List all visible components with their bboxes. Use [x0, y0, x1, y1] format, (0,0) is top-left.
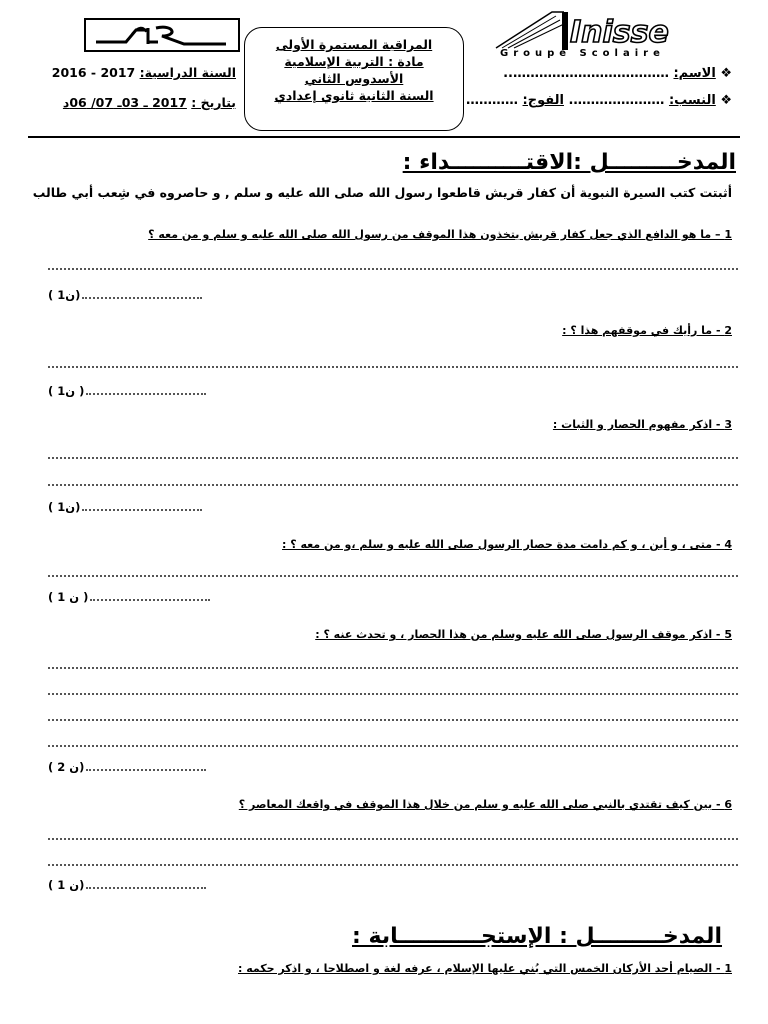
question-5 — [32, 628, 732, 641]
question-6-mark: ( 1 ن) — [48, 878, 206, 892]
question-1 — [32, 228, 732, 241]
answer-line[interactable] — [48, 457, 738, 459]
school-logo-right — [492, 10, 732, 58]
question-6 — [32, 798, 732, 811]
question-5-text: 5 - اذكر موقف الرسول صلى الله عليه وسلم من هذا الحصار ، و تحدث عنه ؟ : — [315, 628, 732, 641]
name-field[interactable]: ……………………………….. — [503, 66, 669, 81]
answer-line[interactable] — [48, 366, 738, 368]
answer-line[interactable] — [48, 864, 738, 866]
question-3-mark: ( 1ن) — [48, 500, 202, 514]
question-5-mark: ( 2 ن) — [48, 760, 206, 774]
exam-info-box — [244, 27, 464, 131]
bullet-icon: ❖ — [720, 93, 732, 108]
answer-line[interactable] — [48, 268, 738, 270]
section2-question-1 — [32, 962, 732, 975]
grade-level: السنة الثانية ثانوي إعدادي — [274, 88, 434, 103]
question-6-text: 6 - بين كيف تقتدي بالنبي صلى الله عليه و سلم من خلال هذا الموقف في واقعك المعاصر ؟ — [238, 798, 732, 811]
name-label: الاسم: — [673, 66, 716, 81]
section-title-istijaba: المدخـــــــــل : الإستجـــــــــــابة : — [352, 924, 722, 949]
question-4-mark: ( 1 ن ) — [48, 590, 210, 604]
bullet-icon: ❖ — [720, 66, 732, 81]
school-logo-left — [84, 18, 240, 52]
logo-wordmark: Inisse — [570, 15, 669, 50]
name-line — [432, 66, 732, 81]
logo-subtext: Groupe Scolaire — [500, 48, 665, 58]
date-value: 2017 ـ 03ـ 07/ 06د — [62, 95, 187, 110]
answer-line[interactable] — [48, 575, 738, 577]
question-4-text: 4 - متى ، و أين ، و كم دامت مدة حصار الرسول صلى الله عليه و سلم ،و من معه ؟ : — [282, 538, 732, 551]
question-2-mark: ( 1ن ) — [48, 384, 206, 398]
school-year-value: 2016 - 2017 — [51, 65, 136, 80]
question-2 — [32, 324, 732, 337]
question-4 — [32, 538, 732, 551]
section-title-iqtida: المدخـــــــــل :الاقتــــــــــداء : — [402, 150, 736, 175]
semester: الأسدوس الثاني — [304, 71, 404, 86]
question-1-mark: ( 1ن) — [48, 288, 202, 302]
subject: مادة : التربية الإسلامية — [284, 54, 424, 69]
answer-line[interactable] — [48, 693, 738, 695]
answer-line[interactable] — [48, 838, 738, 840]
date-line — [63, 95, 236, 110]
answer-line[interactable] — [48, 745, 738, 747]
question-1-text: 1 – ما هو الدافع الذي جعل كفار قريش يتخذون هذا الموقف من رسول الله صلى الله عليه و سلم و من معه ؟ — [148, 228, 732, 241]
answer-line[interactable] — [48, 667, 738, 669]
school-year-line — [52, 65, 236, 80]
exam-title: المراقبة المستمرة الأولى — [275, 37, 433, 52]
header-divider — [28, 136, 740, 138]
question-3 — [32, 418, 732, 431]
answer-line[interactable] — [48, 484, 738, 486]
section-intro: أثبتت كتب السيرة النبوية أن كفار قريش قاطعوا رسول الله صلى الله عليه و سلم , و حاصروه في شِعب أبي طالب — [32, 185, 732, 200]
section2-question-1-text: 1 - الصيام أحد الأركان الخمس التي بُني عليها الإسلام ، عرفه لغة و اصطلاحا ، و اذكر حكمه : — [238, 962, 732, 975]
surname-field[interactable]: …………………. — [568, 93, 665, 108]
question-3-text: 3 - اذكر مفهوم الحصار و الثبات : — [552, 418, 732, 431]
date-label: بتاريخ : — [191, 95, 236, 110]
group-label: الفوج: — [522, 93, 564, 108]
question-2-text: 2 - ما رأيك في موقفهم هذا ؟ : — [562, 324, 732, 337]
school-year-label: السنة الدراسية: — [139, 65, 236, 80]
surname-group-line — [432, 93, 732, 108]
surname-label: النسب: — [668, 93, 716, 108]
group-field[interactable]: ………… — [466, 93, 518, 108]
answer-line[interactable] — [48, 719, 738, 721]
